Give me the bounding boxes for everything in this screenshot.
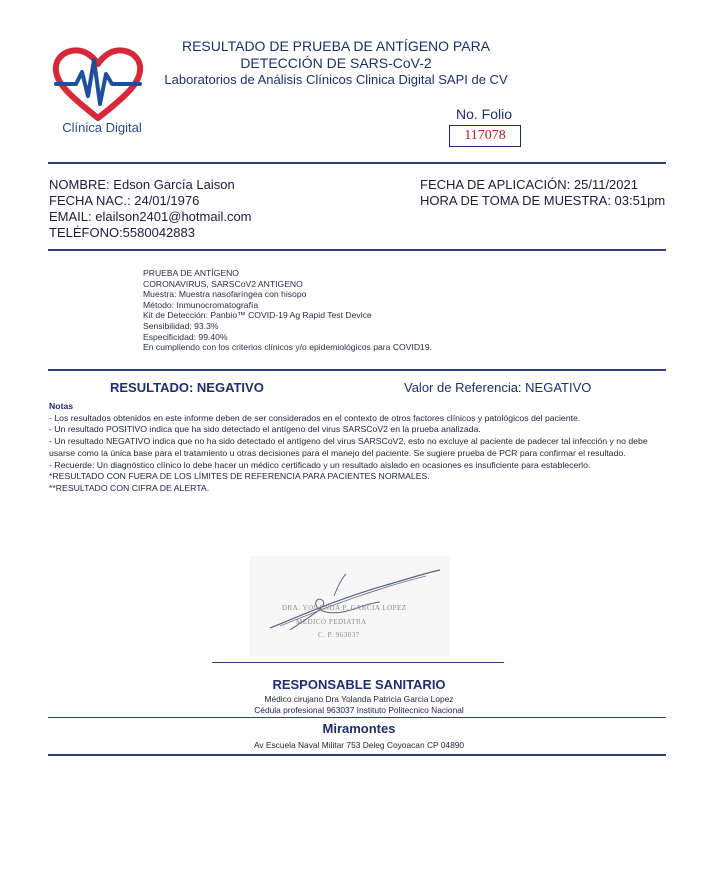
notes-heading: Notas bbox=[49, 401, 74, 411]
patient-info-left bbox=[49, 177, 252, 241]
footer-divider-bottom bbox=[48, 754, 666, 756]
notes-section bbox=[49, 401, 667, 495]
test-divider bbox=[48, 369, 666, 371]
test-line: En cumpliendo con los criterios clínicos y/o epidemiológicos para COVID19. bbox=[143, 342, 432, 353]
title-line-1: RESULTADO DE PRUEBA DE ANTÍGENO PARA bbox=[181, 38, 491, 54]
stamp-line-2: MEDICO PEDIATRA bbox=[296, 618, 367, 626]
note-line: *RESULTADO CON FUERA DE LOS LÍMITES DE REFERENCIA PARA PACIENTES NORMALES. bbox=[49, 471, 430, 482]
responsible-name: Médico cirujano Dra Yolanda Patricia Garcia Lopez bbox=[264, 694, 454, 704]
note-line: **RESULTADO CON CIFRA DE ALERTA. bbox=[49, 482, 210, 493]
note-line: - Recuerde: Un diagnóstico clínico lo debe hacer un médico certificado y un resultado aislado en ocasiones es insuficiente para establecerlo. bbox=[49, 459, 591, 470]
branch-name: Miramontes bbox=[322, 721, 396, 736]
signature-area bbox=[250, 556, 450, 656]
header-divider bbox=[48, 162, 666, 164]
patient-info-right bbox=[420, 177, 665, 209]
test-line: Kit de Detección: Panbio™ COVID-19 Ag Rapid Test Device bbox=[143, 310, 372, 321]
heart-pulse-icon bbox=[50, 44, 146, 124]
patient-email: EMAIL: elailson2401@hotmail.com bbox=[49, 209, 252, 224]
test-line: Método: Inmunocromatografía bbox=[143, 299, 259, 310]
patient-birthdate: FECHA NAC.: 24/01/1976 bbox=[49, 193, 200, 208]
title-line-2: DETECCIÓN DE SARS-CoV-2 bbox=[240, 55, 432, 71]
note-line: - Los resultados obtenidos en este informe deben de ser considerados en el contexto de otros factores clínicos y patológicos del paciente. bbox=[49, 412, 581, 423]
note-line: - Un resultado POSITIVO indica que ha sido detectado el antígeno del virus SARSCoV2 en la prueba analizada. bbox=[49, 424, 481, 435]
note-line: - Un resultado NEGATIVO indica que no ha sido detectado el antígeno del virus SARSCoV2, esto no excluye al paciente de padecer tal infección y no debe usarse como la única base para el tratamiento u otras decisiones para el manejo del paciente. Se sugiere prueba de PCR para confirmar el resultado. bbox=[49, 436, 648, 458]
test-line: CORONAVIRUS, SARSCoV2 ANTIGENO bbox=[143, 278, 303, 289]
application-date: FECHA DE APLICACIÓN: 25/11/2021 bbox=[420, 177, 638, 192]
responsible-license: Cédula profesional 963037 Instituto Politecnico Nacional bbox=[254, 705, 464, 715]
signature-line bbox=[212, 662, 504, 663]
patient-phone: TELÉFONO:5580042883 bbox=[49, 225, 195, 240]
laboratory-name: Laboratorios de Análisis Clínicos Clinica Digital SAPI de CV bbox=[164, 72, 508, 87]
result-label: RESULTADO: NEGATIVO bbox=[110, 380, 264, 395]
stamp-line-1: DRA. YOLANDA P. GARCIA LOPEZ bbox=[282, 604, 407, 612]
clinic-logo-name: Clínica Digital bbox=[62, 120, 142, 135]
folio-label: No. Folio bbox=[456, 106, 513, 122]
test-line: PRUEBA DE ANTÍGENO bbox=[143, 268, 239, 278]
document-title bbox=[160, 38, 512, 72]
folio-number: 117078 bbox=[449, 125, 521, 147]
sample-time: HORA DE TOMA DE MUESTRA: 03:51pm bbox=[420, 193, 666, 208]
test-line: Muestra: Muestra nasofaríngea con hisopo bbox=[143, 289, 307, 300]
test-details bbox=[143, 268, 432, 353]
reference-value: Valor de Referencia: NEGATIVO bbox=[404, 380, 592, 395]
test-line: Sensibilidad: 93.3% bbox=[143, 320, 219, 331]
responsible-title: RESPONSABLE SANITARIO bbox=[272, 677, 446, 692]
stamp-line-3: C. P. 963037 bbox=[318, 631, 360, 639]
patient-divider bbox=[48, 249, 666, 251]
footer-divider-top bbox=[48, 717, 666, 718]
patient-name: NOMBRE: Edson García Laison bbox=[49, 177, 235, 192]
test-line: Especificidad: 99.40% bbox=[143, 331, 228, 342]
branch-address: Av Escuela Naval Militar 753 Deleg Coyoacan CP 04890 bbox=[253, 740, 465, 750]
